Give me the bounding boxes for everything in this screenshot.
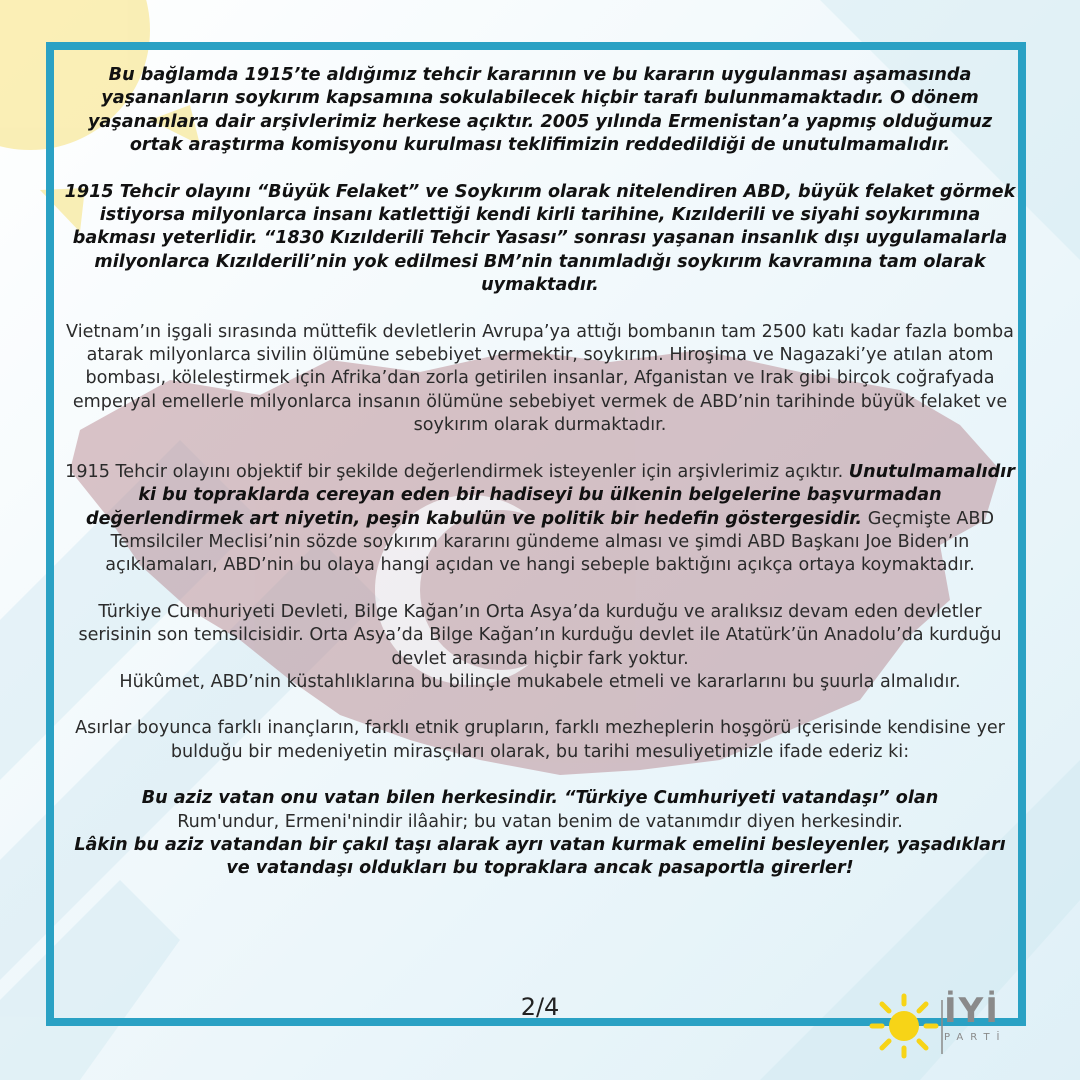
paragraph <box>62 787 1018 881</box>
emphasized-text: Unutulmamalıdır ki bu topraklarda cereyan eden bir hadiseyi bu ülkenin belgelerine başvurmadan değerlendirmek art niyetin, peşin kabulün ve politik bir hedefin göstergesidir. <box>85 461 1015 529</box>
paragraph <box>62 64 1018 158</box>
body-text: Rum'undur, Ermeni'nindir ilâahir; bu vatan benim de vatanımdır diyen herkesindir. <box>177 811 903 832</box>
emphasized-text: Bu aziz vatan onu vatan bilen herkesindir. “Türkiye Cumhuriyeti vatandaşı” olan <box>141 788 939 809</box>
paragraph <box>62 717 1018 764</box>
paragraph <box>62 181 1018 298</box>
body-text: Hükûmet, ABD’nin küstahlıklarına bu bilinçle mukabele etmeli ve kararlarını bu şuurla almalıdır. <box>119 671 961 692</box>
paragraph <box>62 601 1018 695</box>
body-text: Geçmişte ABD Temsilciler Meclisi’nin sözde soykırım kararını gündeme alması ve şimdi ABD Başkanı Joe Biden’ın açıklamaları, ABD’nin bu olaya hangi açıdan ve hangi sebeple baktığını açıkça ortaya koymaktadır. <box>105 508 995 576</box>
emphasized-text: 1915 Tehcir olayını “Büyük Felaket” ve Soykırım olarak nitelendiren ABD, büyük felaket görmek istiyorsa milyonlarca insanı katlettiği kendi kirli tarihine, Kızılderili ve siyahi soykırımına bakması yeterlidir. “1830 Kızılderili Tehcir Yasası” sonrası yaşanan insanlık dışı uygulamalarla milyonlarca Kızılderili’nin yok edilmesi BM’nin tanımladığı soykırım kavramına tam olarak uymaktadır. <box>64 181 1016 296</box>
body-text: 1915 Tehcir olayını objektif bir şekilde değerlendirmek isteyenler için arşivlerimiz açıktır. <box>65 461 849 482</box>
body-text: Türkiye Cumhuriyeti Devleti, Bilge Kağan’ın Orta Asya’da kurduğu ve aralıksız devam eden devletler serisinin son temsilcisidir. Orta Asya’da Bilge Kağan’ın kurduğu devlet ile Atatürk’ün Anadolu’da kurduğu devlet arasında hiçbir fark yoktur. <box>78 601 1002 669</box>
body-text: Asırlar boyunca farklı inançların, farklı etnik grupların, farklı mezheplerin hoşgörü içerisinde kendisine yer bulduğu bir medeniyetin mirasçıları olarak, bu tarihi mesuliyetimizle ifade ederiz ki: <box>75 718 1005 762</box>
logo-main-text: İYİ <box>944 991 1000 1031</box>
emphasized-text: Lâkin bu aziz vatandan bir çakıl taşı alarak ayrı vatan kurmak emelini besleyenler, yaşadıkları ve vatandaşı oldukları bu topraklara ancak pasaportla girerler! <box>74 834 1006 879</box>
paragraph <box>62 321 1018 438</box>
party-logo <box>944 992 1007 1062</box>
logo-sub-text: PARTİ <box>944 1032 1007 1043</box>
emphasized-text: Bu bağlamda 1915’te aldığımız tehcir kararının ve bu kararın uygulanması aşamasında yaşananların soykırım kapsamına sokulabilecek hiçbir tarafı bulunmamaktadır. O dönem yaşananlara dair arşivlerimiz herkese açıktır. 2005 yılında Ermenistan’a yapmış olduğumuz ortak araştırma komisyonu kurulması teklifimizin reddedildiği de unutulmamalıdır. <box>87 65 993 156</box>
page-number: 2/4 <box>520 993 560 1021</box>
paragraph <box>62 461 1018 578</box>
body-text: Vietnam’ın işgali sırasında müttefik devletlerin Avrupa’ya attığı bombanın tam 2500 katı kadar fazla bomba atarak milyonlarca sivilin ölümüne sebebiyet vermektir, soykırım. Hiroşima ve Nagazaki’ye atılan atom bombası, köleleştirmek için Afrika’dan zorla getirilen insanlar, Afganistan ve Irak gibi birçok coğrafyada emperyal emellerle milyonlarca insanın ölümüne sebebiyet vermek de ABD’nin tarihinde büyük felaket ve soykırım olarak durmaktadır. <box>66 321 1014 436</box>
statement-text <box>62 64 1018 881</box>
